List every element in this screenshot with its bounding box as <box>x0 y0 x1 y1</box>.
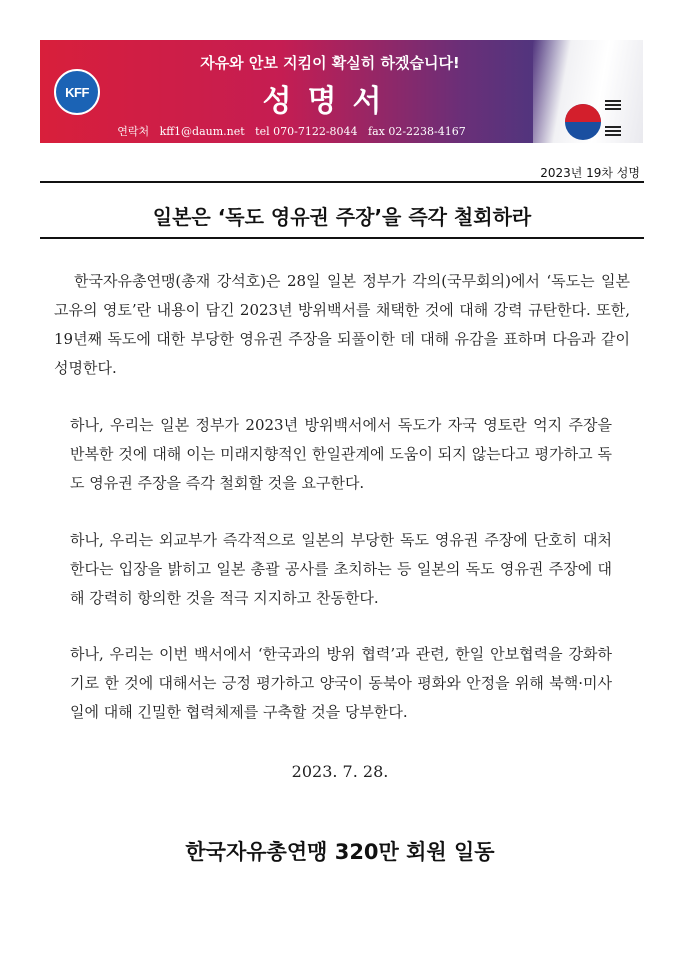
intro-paragraph: 한국자유총연맹(총재 강석호)은 28일 일본 정부가 각의(국무회의)에서 ‘독도는 일본 고유의 영토’란 내용이 담긴 2023년 방위백서를 채택한 것에 대해 강력 규탄한다. 또한, 19년째 독도에 대한 부당한 영유권 주장을 되풀이한 데 대해 유감을 표하며 다음과 같이 성명한다. <box>54 272 630 377</box>
statement-item: 하나, 우리는 이번 백서에서 ‘한국과의 방위 협력’과 관련, 한일 안보협력을 강화하기로 한 것에 대해서는 긍정 평가하고 양국이 동북아 평화와 안정을 위해 북핵·미사일에 대해 긴밀한 협력체제를 구축할 것을 당부한다. <box>70 645 612 721</box>
header-banner <box>40 40 643 143</box>
document-type-title: 성명서 <box>262 84 398 119</box>
trigram-icon <box>605 126 621 136</box>
contact-info: 연락처 kff1@daum.net tel 070-7122-8044 fax 02-2238-4167 <box>117 125 466 138</box>
kff-logo <box>54 69 100 115</box>
statement-item: 하나, 우리는 일본 정부가 2023년 방위백서에서 독도가 자국 영토란 억지 주장을 반복한 것에 대해 이는 미래지향적인 한일관계에 도움이 되지 않는다고 평가하고 독도 영유권 주장을 즉각 철회할 것을 요구한다. <box>70 416 612 492</box>
divider-top <box>40 181 644 183</box>
taegeuk-icon <box>565 104 601 140</box>
headline: 일본은 ‘독도 영유권 주장’을 즉각 철회하라 <box>152 205 532 229</box>
divider-bottom <box>40 237 644 239</box>
slogan: 자유와 안보 지킴이 확실히 하겠습니다! <box>200 54 460 72</box>
statement-date: 2023. 7. 28. <box>291 762 389 781</box>
logo-text: KFF <box>65 84 89 100</box>
trigram-icon <box>605 100 621 110</box>
issue-number: 2023년 19차 성명 <box>540 166 640 180</box>
signature: 한국자유총연맹 320만 회원 일동 <box>185 840 495 864</box>
statement-item: 하나, 우리는 외교부가 즉각적으로 일본의 부당한 독도 영유권 주장에 단호히 대처한다는 입장을 밝히고 일본 총괄 공사를 초치하는 등 일본의 독도 영유권 주장에 대해 강력히 항의한 것을 적극 지지하고 찬동한다. <box>70 531 612 607</box>
